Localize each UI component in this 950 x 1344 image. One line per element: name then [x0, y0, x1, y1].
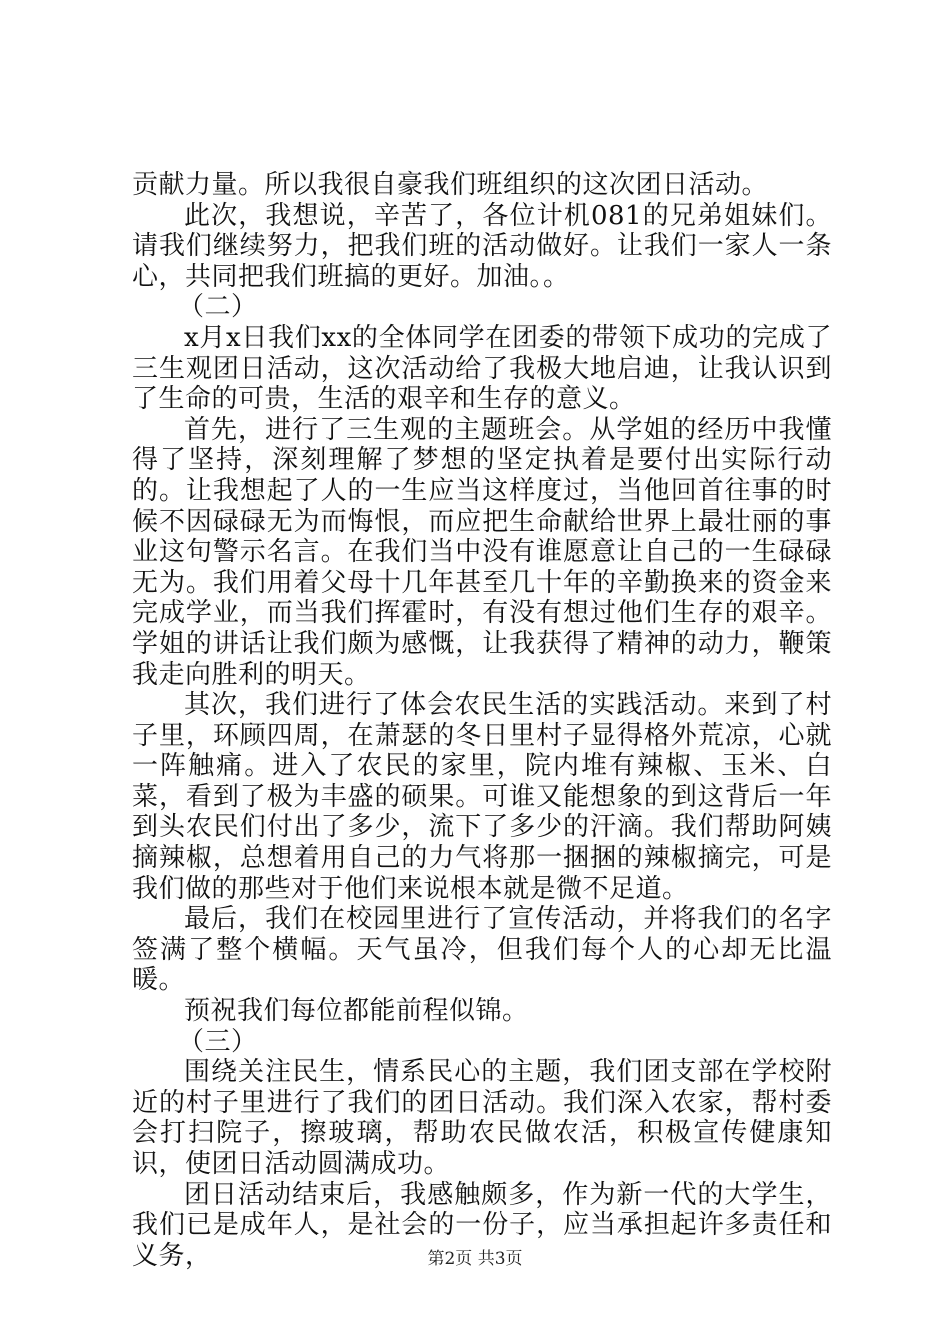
paragraph: 此次，我想说，辛苦了，各位计机081的兄弟姐妹们。请我们继续努力，把我们班的活动做好。让我们一家人一条心，共同把我们班搞的更好。加油。。 [132, 200, 832, 292]
paragraph: x月x日我们xx的全体同学在团委的带领下成功的完成了三生观团日活动，这次活动给了我极大地启迪，让我认识到了生命的可贵，生活的艰辛和生存的意义。 [132, 322, 832, 415]
page-number-footer: 第2页 共3页 [427, 1249, 523, 1269]
paragraph: 最后，我们在校园里进行了宣传活动，并将我们的名字签满了整个横幅。天气虽冷，但我们每个人的心却无比温暖。 [132, 904, 832, 996]
paragraph: 团日活动结束后，我感触颇多，作为新一代的大学生，我们已是成年人，是社会的一份子，应当承担起许多责任和义务， [132, 1179, 832, 1271]
paragraph: 首先，进行了三生观的主题班会。从学姐的经历中我懂得了坚持，深刻理解了梦想的坚定执着是要付出实际行动的。让我想起了人的一生应当这样度过，当他回首往事的时候不因碌碌无为而悔恨，而应把生命献给世界上最壮丽的事业这句警示名言。在我们当中没有谁愿意让自己的一生碌碌无为。我们用着父母十几年甚至几十年的辛勤换来的资金来完成学业，而当我们挥霍时，有没有想过他们生存的艰辛。学姐的讲话让我们颇为感慨，让我获得了精神的动力，鞭策我走向胜利的明天。 [132, 414, 832, 690]
section-heading-2: （二） [178, 292, 258, 323]
document-body [132, 170, 832, 1271]
paragraph: 围绕关注民生，情系民心的主题，我们团支部在学校附近的村子里进行了我们的团日活动。我们深入农家，帮村委会打扫院子，擦玻璃，帮助农民做农活，积极宣传健康知识，使团日活动圆满成功。 [132, 1057, 832, 1179]
paragraph: 贡献力量。所以我很自豪我们班组织的这次团日活动。 [132, 170, 769, 200]
section-heading-3: （三） [178, 1026, 258, 1057]
paragraph: 其次，我们进行了体会农民生活的实践活动。来到了村子里，环顾四周，在萧瑟的冬日里村子显得格外荒凉，心就一阵触痛。进入了农民的家里，院内堆有辣椒、玉米、白菜，看到了极为丰盛的硕果。可谁又能想象的到这背后一年到头农民们付出了多少，流下了多少的汗滴。我们帮助阿姨摘辣椒，总想着用自己的力气将那一捆捆的辣椒摘完，可是我们做的那些对于他们来说根本就是微不足道。 [132, 690, 832, 904]
paragraph: 预祝我们每位都能前程似锦。 [184, 996, 529, 1027]
